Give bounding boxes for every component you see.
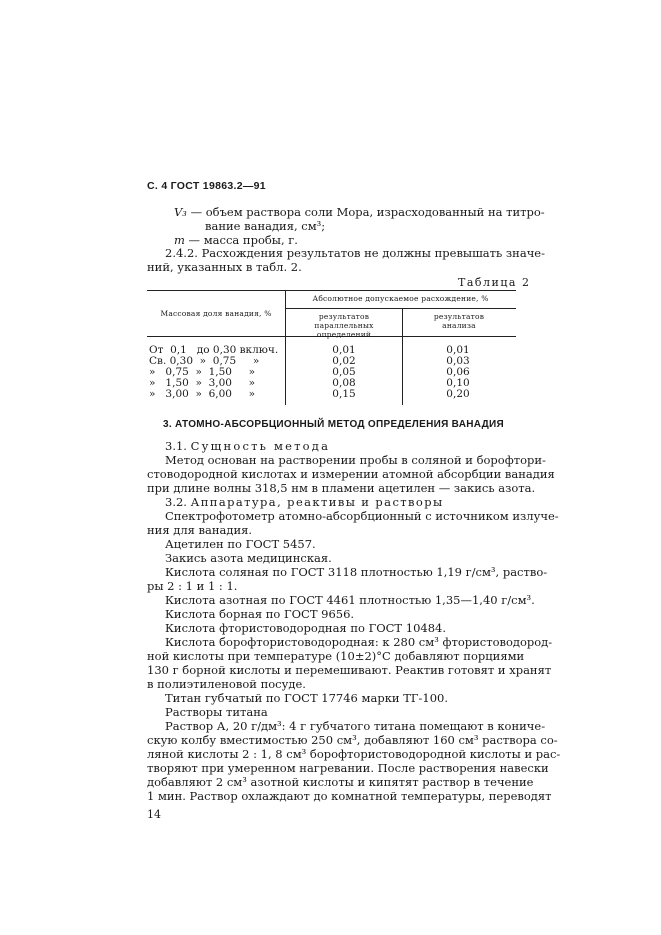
- reagent-item: Кислота борофтористоводородная: к 280 см³ фтористоводород-: [165, 635, 553, 649]
- col2-header-line2: определений: [316, 330, 372, 339]
- row-analysis: 0,20: [446, 388, 470, 400]
- paragraph-line: стоводородной кислотах и измерении атомной абсорбции ванадия: [147, 467, 555, 481]
- subsection-title: Сущность метода: [190, 439, 331, 453]
- col3-header: [405, 312, 513, 330]
- row-parallel: 0,02: [332, 355, 356, 367]
- page-header: С. 4 ГОСТ 19863.2—91: [147, 180, 266, 192]
- reagent-item: ной кислоты при температуре (10±2)°С добавляют порциями: [147, 649, 525, 663]
- paragraph-line: ния для ванадия.: [147, 523, 253, 537]
- m-symbol: m: [174, 233, 185, 247]
- row-parallel: 0,05: [332, 366, 356, 378]
- row-parallel: 0,01: [332, 344, 356, 356]
- table-group-rule: [285, 308, 516, 309]
- reagent-item: в полиэтиленовой посуде.: [147, 677, 306, 691]
- row-range: » 0,75 » 1,50 »: [149, 366, 256, 378]
- v3-symbol: V₃: [174, 205, 187, 219]
- row-analysis: 0,03: [446, 355, 470, 367]
- row-parallel: 0,15: [332, 388, 356, 400]
- group-header: Абсолютное допускаемое расхождение, %: [312, 294, 489, 303]
- section-title: 3. АТОМНО-АБСОРБЦИОННЫЙ МЕТОД ОПРЕДЕЛЕНИЯ ВАНАДИЯ: [163, 419, 505, 430]
- page-number: 14: [147, 808, 161, 821]
- m-text: — масса пробы, г.: [184, 233, 298, 247]
- reagent-item: Ацетилен по ГОСТ 5457.: [165, 537, 316, 551]
- col2-header-line1: результатов параллельных: [314, 312, 374, 330]
- reagent-item: Растворы титана: [165, 705, 268, 719]
- row-analysis: 0,01: [446, 344, 470, 356]
- reagent-item: ры 2 : 1 и 1 : 1.: [147, 579, 238, 593]
- v3-text-line2: вание ванадия, см³;: [205, 219, 326, 233]
- paragraph-line: Раствор А, 20 г/дм³: 4 г губчатого титана помещают в кониче-: [165, 719, 546, 733]
- paragraph-line: при длине волны 318,5 нм в пламени ацетилен — закись азота.: [147, 481, 536, 495]
- subsection-number: 3.2.: [165, 495, 191, 509]
- row-analysis: 0,10: [446, 377, 470, 389]
- row-range: » 1,50 » 3,00 »: [149, 377, 256, 389]
- clause-2-4-2-line2: ний, указанных в табл. 2.: [147, 260, 302, 274]
- paragraph-line: Спектрофотометр атомно-абсорбционный с источником излуче-: [165, 509, 559, 523]
- row-range: Св. 0,30 » 0,75 »: [149, 355, 260, 367]
- reagent-item: Кислота борная по ГОСТ 9656.: [165, 607, 355, 621]
- subsection-title: Аппаратура, реактивы и растворы: [190, 495, 444, 509]
- table-vrule-2: [402, 308, 403, 405]
- col3-header-line1: результатов: [433, 312, 485, 321]
- reagent-item: Кислота фтористоводородная по ГОСТ 10484.: [165, 621, 446, 635]
- reagent-item: Закись азота медицинская.: [165, 551, 332, 565]
- col2-header: [288, 312, 400, 339]
- paragraph-line: скую колбу вместимостью 250 см³, добавляют 160 см³ раствора со-: [147, 733, 558, 747]
- subsection-3-1-heading: [165, 440, 330, 454]
- paragraph-line: творяют при умеренном нагревании. После растворения навески: [147, 761, 549, 775]
- col3-header-line2: анализа: [442, 321, 476, 330]
- table-caption: Таблица 2: [458, 276, 531, 289]
- reagent-item: Кислота соляная по ГОСТ 3118 плотностью 1,19 г/см³, раство-: [165, 565, 548, 579]
- reagent-item: Титан губчатый по ГОСТ 17746 марки ТГ-100.: [165, 691, 448, 705]
- reagent-item: Кислота азотная по ГОСТ 4461 плотностью 1,35—1,40 г/см³.: [165, 593, 535, 607]
- row-parallel: 0,08: [332, 377, 356, 389]
- clause-2-4-2-line1: 2.4.2. Расхождения результатов не должны превышать значе-: [165, 246, 545, 260]
- paragraph-line: добавляют 2 см³ азотной кислоты и кипятят раствор в течение: [147, 775, 534, 789]
- paragraph-line: 1 мин. Раствор охлаждают до комнатной температуры, переводят: [147, 789, 552, 803]
- v3-definition: [174, 206, 545, 220]
- row-analysis: 0,06: [446, 366, 470, 378]
- subsection-number: 3.1.: [165, 439, 191, 453]
- v3-text-line1: — объем раствора соли Мора, израсходованный на титро-: [186, 205, 545, 219]
- subsection-3-2-heading: [165, 496, 444, 510]
- table-vrule-1: [285, 290, 286, 405]
- col1-header: Массовая доля ванадия, %: [160, 309, 272, 318]
- table-top-rule: [147, 290, 516, 291]
- paragraph-line: ляной кислоты 2 : 1, 8 см³ борофтористоводородной кислоты и рас-: [147, 747, 561, 761]
- row-range: От 0,1 до 0,30 включ.: [149, 344, 279, 356]
- reagent-item: 130 г борной кислоты и перемешивают. Реактив готовят и хранят: [147, 663, 552, 677]
- row-range: » 3,00 » 6,00 »: [149, 388, 256, 400]
- paragraph-line: Метод основан на растворении пробы в соляной и борофтори-: [165, 453, 546, 467]
